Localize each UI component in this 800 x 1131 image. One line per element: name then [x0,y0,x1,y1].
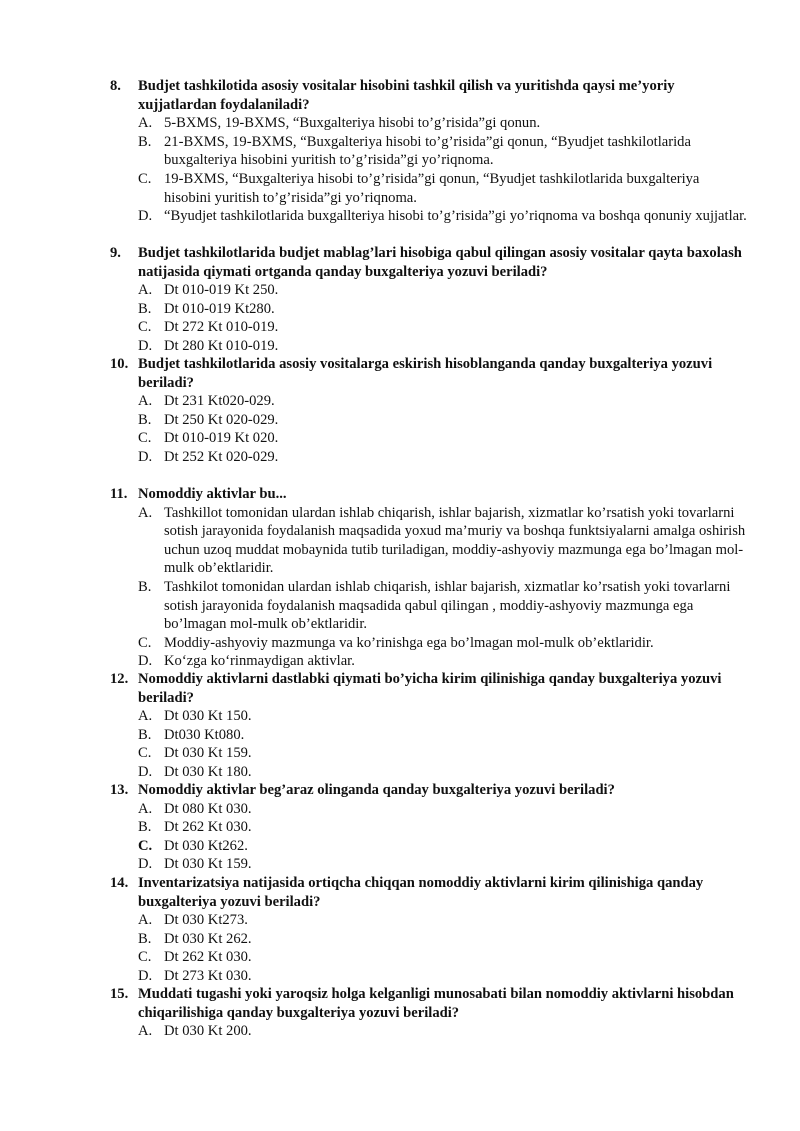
option-item [138,800,750,819]
question-number: 9. [110,245,121,261]
option-letter: A. [138,1023,153,1040]
question-header [110,77,750,114]
option-letter: D. [138,967,153,984]
question-10 [110,355,750,467]
option-letter: C. [138,837,153,854]
option-text: 21-BXMS, 19-BXMS, “Buxgalteriya hisobi to’g’risida”gi qonun, “Byudjet tashkilotlarida buxgalteriya hisobini yuritish to’g’risida”gi yo’riqnoma. [164,133,691,169]
option-text: Dt030 Kt080. [164,726,245,743]
option-letter: C. [138,430,152,447]
question-text: Muddati tugashi yoki yaroqsiz holga kelganligi munosabati bilan nomoddiy aktivlarni hisobdan chiqarilishiga qanday buxgalteriya yozuvi beriladi? [138,986,734,1021]
option-item [138,837,750,856]
question-header [110,985,750,1022]
option-item [138,578,750,634]
option-item [138,967,750,986]
question-text: Budjet tashkilotida asosiy vositalar hisobini tashkil qilish va yuritishda qaysi me’yoriy xujjatlardan foydalaniladi? [138,78,675,113]
option-text: Dt 030 Kt 159. [164,856,252,873]
option-text: 5-BXMS, 19-BXMS, “Buxgalteriya hisobi to’g’risida”gi qonun. [164,115,541,132]
option-letter: A. [138,393,153,410]
option-letter: C. [138,949,152,966]
question-text: Nomoddiy aktivlar beg’araz olinganda qanday buxgalteriya yozuvi beriladi? [138,782,615,798]
question-text: Nomoddiy aktivlar bu... [138,486,287,502]
option-text: Dt 030 Kt 200. [164,1023,252,1040]
option-letter: B. [138,300,152,317]
option-item [138,652,750,671]
question-number: 8. [110,78,121,94]
option-text: Dt 280 Kt 010-019. [164,337,279,354]
option-item [138,170,750,207]
option-text: Ko‘zga ko‘rinmaydigan aktivlar. [164,653,355,670]
question-number: 10. [110,356,129,372]
option-text: Dt 262 Kt 030. [164,819,252,836]
option-letter: B. [138,133,152,150]
option-letter: D. [138,208,153,225]
option-letter: A. [138,115,153,132]
option-text: Dt 262 Kt 030. [164,949,252,966]
option-item [138,726,750,745]
option-text: Moddiy-ashyoviy mazmunga va ko’rinishga ega bo’lmagan mol-mulk ob’ektlaridir. [164,634,654,651]
option-text: Dt 273 Kt 030. [164,967,252,984]
option-item [138,744,750,763]
option-text: Dt 010-019 Kt 020. [164,430,279,447]
question-text: Budjet tashkilotlarida budjet mablag’lari hisobiga qabul qilingan asosiy vositalar qayta baxolash natijasida qiymati ortganda qanday buxgalteriya yozuvi beriladi? [138,245,742,280]
option-letter: B. [138,819,152,836]
option-text: Dt 080 Kt 030. [164,800,252,817]
option-item [138,392,750,411]
question-header [110,781,750,800]
question-13 [110,781,750,874]
question-15 [110,985,750,1041]
option-item [138,207,750,226]
option-text: Dt 030 Kt262. [164,837,248,854]
option-letter: A. [138,282,153,299]
question-number: 15. [110,986,129,1002]
option-text: Dt 250 Kt 020-029. [164,411,279,428]
option-letter: D. [138,856,153,873]
option-text: Tashkilot tomonidan ulardan ishlab chiqarish, ishlar bajarish, xizmatlar ko’rsatish yoki tovarlarni sotish jarayonida foydalanish maqsadida qabul qilingan , moddiy-ashyoviy mazmunga ega bo’lmagan mol-mulk ob’ektlaridir. [164,578,731,633]
option-text: Dt 231 Kt020-029. [164,393,275,410]
option-text: Dt 030 Kt 159. [164,745,252,762]
option-text: Dt 030 Kt 262. [164,930,252,947]
question-8 [110,77,750,226]
option-letter: A. [138,708,153,725]
option-text: Dt 010-019 Kt280. [164,300,275,317]
question-header [110,485,750,504]
question-header [110,355,750,392]
option-letter: A. [138,800,153,817]
option-text: Dt 030 Kt273. [164,912,248,929]
option-item [138,948,750,967]
option-text: “Byudjet tashkilotlarida buxgallteriya hisobi to’g’risida”gi yo’riqnoma va boshqa qonuniy xujjatlar. [164,208,747,225]
option-letter: C. [138,745,152,762]
option-text: Dt 010-019 Kt 250. [164,282,279,299]
option-letter: C. [138,170,152,187]
option-letter: C. [138,634,152,651]
question-14 [110,874,750,986]
option-item [138,448,750,467]
question-number: 12. [110,671,129,687]
question-header [110,874,750,911]
option-item [138,318,750,337]
option-text: Dt 252 Kt 020-029. [164,448,279,465]
option-letter: C. [138,319,152,336]
option-letter: D. [138,653,153,670]
option-item [138,634,750,653]
option-text: Dt 030 Kt 180. [164,763,252,780]
option-letter: D. [138,763,153,780]
question-text: Budjet tashkilotlarida asosiy vositalarga eskirish hisoblanganda qanday buxgalteriya yozuvi beriladi? [138,356,713,391]
option-item [138,763,750,782]
option-item [138,281,750,300]
option-item [138,911,750,930]
option-item [138,114,750,133]
option-letter: B. [138,726,152,743]
option-item [138,855,750,874]
question-9 [110,244,750,356]
option-item [138,930,750,949]
option-text: Tashkillot tomonidan ulardan ishlab chiqarish, ishlar bajarish, xizmatlar ko’rsatish yoki tovarlarni sotish jarayonida foydalanish maqsadida yoxud ma’muriy va boshqa funktsiyalarni amalga oshirish uchun uzoq muddat mobaynida tutib turiladigan, moddiy-ashyoviy mazmunga ega bo’lmagan mol-mulk ob’ektlaridir. [164,504,746,577]
option-item [138,429,750,448]
option-letter: B. [138,578,152,595]
option-letter: B. [138,930,152,947]
option-item [138,818,750,837]
question-12 [110,670,750,782]
question-number: 11. [110,486,128,502]
question-header [110,244,750,281]
question-header [110,670,750,707]
question-text: Inventarizatsiya natijasida ortiqcha chiqqan nomoddiy aktivlarni kirim qilinishiga qanday buxgalteriya yozuvi beriladi? [138,875,704,910]
question-11 [110,485,750,671]
question-number: 13. [110,782,129,798]
option-letter: A. [138,912,153,929]
option-item [138,300,750,319]
option-item [138,411,750,430]
option-text: Dt 272 Kt 010-019. [164,319,279,336]
question-text: Nomoddiy aktivlarni dastlabki qiymati bo’yicha kirim qilinishiga qanday buxgalteriya yozuvi beriladi? [138,671,722,706]
question-number: 14. [110,875,129,891]
option-letter: D. [138,448,153,465]
option-text: Dt 030 Kt 150. [164,708,252,725]
option-item [138,504,750,578]
option-letter: D. [138,337,153,354]
option-text: 19-BXMS, “Buxgalteriya hisobi to’g’risida”gi qonun, “Byudjet tashkilotlarida buxgalteriya hisobini yuritish to’g’risida”gi yo’riqnoma. [164,170,700,206]
option-item [138,1022,750,1041]
option-item [138,133,750,170]
option-item [138,337,750,356]
option-letter: A. [138,504,153,521]
option-item [138,707,750,726]
option-letter: B. [138,411,152,428]
